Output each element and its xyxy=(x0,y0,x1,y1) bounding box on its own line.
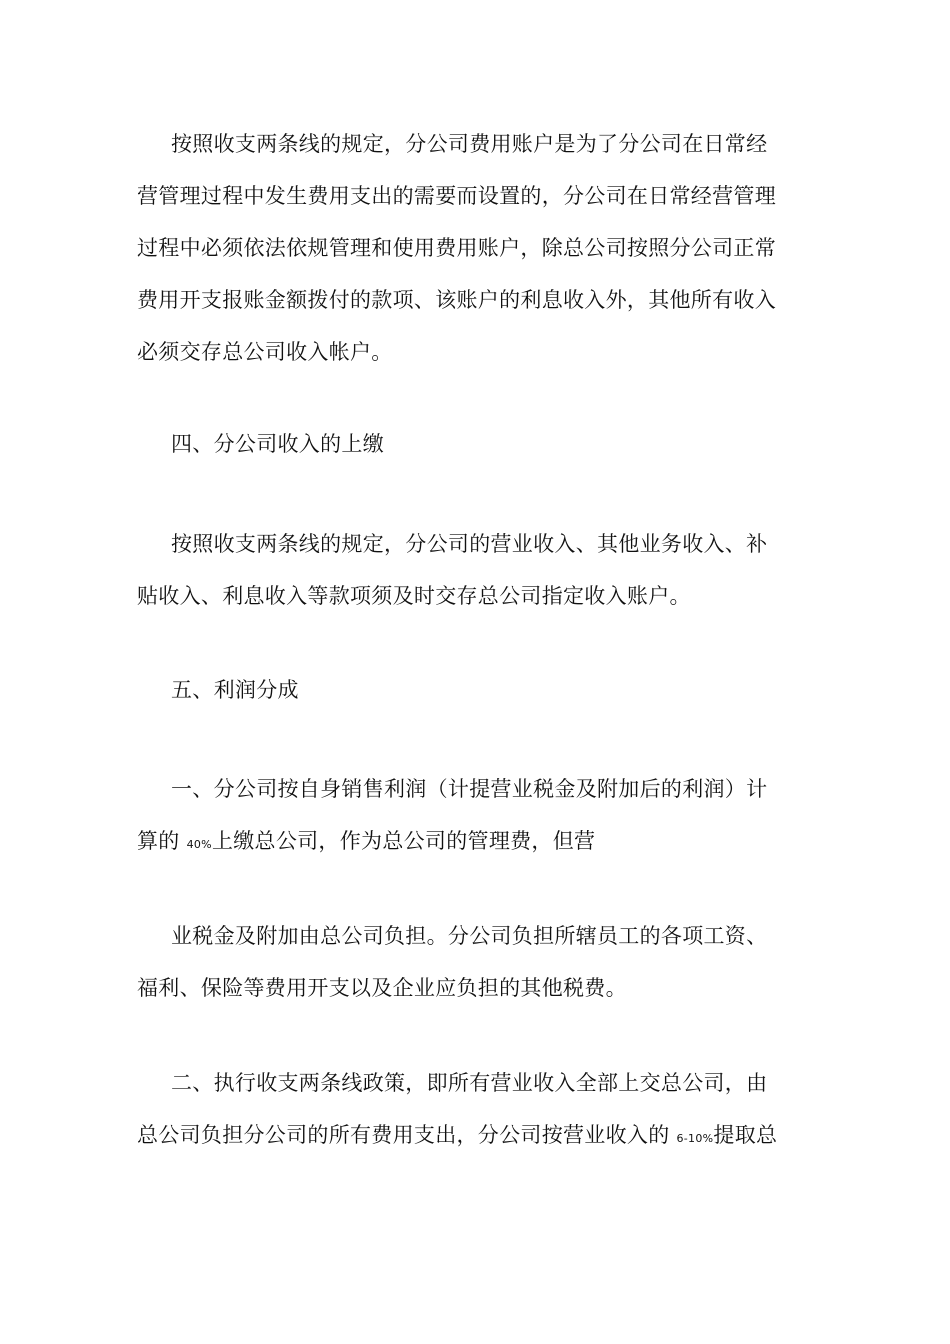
text-line xyxy=(137,1109,813,1161)
text-line: 按照收支两条线的规定，分公司费用账户是为了分公司在日常经 xyxy=(171,132,768,156)
text-line: 一、分公司按自身销售利润（计提营业税金及附加后的利润）计 xyxy=(171,777,768,801)
text-line: 费用开支报账金额拨付的款项、该账户的利息收入外，其他所有收入 xyxy=(137,288,776,312)
paragraph-profit-item-one-continued xyxy=(137,910,813,1014)
text-segment: 总公司负担分公司的所有费用支出，分公司按营业收入的 xyxy=(137,1123,677,1147)
heading-text: 四、分公司收入的上缴 xyxy=(171,432,384,456)
text-line: 必须交存总公司收入帐户。 xyxy=(137,340,393,364)
text-line: 营管理过程中发生费用支出的需要而设置的，分公司在日常经营管理 xyxy=(137,184,776,208)
text-line: 贴收入、利息收入等款项须及时交存总公司指定收入账户。 xyxy=(137,584,691,608)
percentage-value: 6-10% xyxy=(676,1132,714,1145)
text-segment: 上缴总公司，作为总公司的管理费，但营 xyxy=(211,829,596,853)
text-line: 业税金及附加由总公司负担。分公司负担所辖员工的各项工资、 xyxy=(171,924,768,948)
text-line: 福利、保险等费用开支以及企业应负担的其他税费。 xyxy=(137,976,627,1000)
section-heading-income-remittance xyxy=(137,418,813,470)
text-segment: 提取总 xyxy=(713,1123,778,1147)
text-line xyxy=(137,815,813,867)
heading-text: 五、利润分成 xyxy=(171,678,299,702)
paragraph-income-deposit xyxy=(137,518,813,622)
paragraph-profit-item-one xyxy=(137,763,813,867)
text-segment: 算的 xyxy=(137,829,187,853)
paragraph-profit-item-two xyxy=(137,1057,813,1161)
text-line: 二、执行收支两条线政策，即所有营业收入全部上交总公司，由 xyxy=(171,1071,768,1095)
paragraph-expense-account xyxy=(137,118,813,378)
text-line: 过程中必须依法依规管理和使用费用账户，除总公司按照分公司正常 xyxy=(137,236,776,260)
text-line: 按照收支两条线的规定，分公司的营业收入、其他业务收入、补 xyxy=(171,532,768,556)
section-heading-profit-sharing xyxy=(137,664,813,716)
percentage-value: 40% xyxy=(186,838,212,851)
